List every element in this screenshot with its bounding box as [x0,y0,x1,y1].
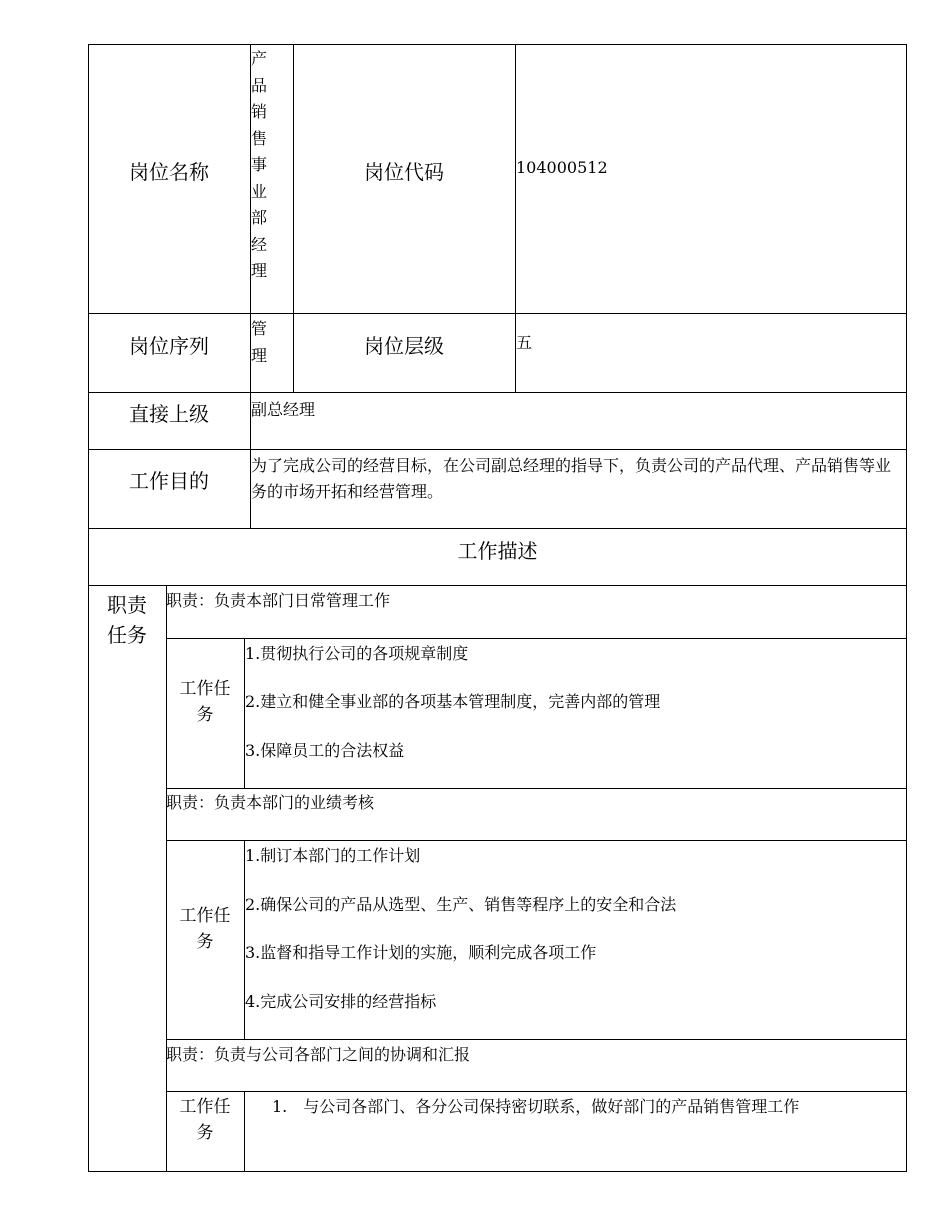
duty-title: 职责：负责与公司各部门之间的协调和汇报 [166,1045,471,1064]
task-label-line: 工作任 [179,679,231,699]
post-series-value: 管理 [251,319,268,365]
superior-value: 副总经理 [251,400,316,419]
task-item: 2.确保公司的产品从选型、生产、销售等程序上的安全和合法 [245,895,677,914]
row-divider [88,449,907,450]
post-level-label: 岗位层级 [364,334,444,358]
task-label [166,676,244,728]
row-divider [166,638,907,639]
superior-label: 直接上级 [129,402,209,426]
duty-title: 职责：负责本部门日常管理工作 [166,591,391,610]
purpose-label: 工作目的 [129,469,209,493]
task-label-line: 工作任 [179,906,231,926]
row-divider [166,1039,907,1040]
duty-title: 职责：负责本部门的业绩考核 [166,793,375,812]
task-label-line: 务 [196,932,214,952]
task-label [166,1094,244,1146]
task-item: 4.完成公司安排的经营指标 [245,992,437,1011]
post-name-label: 岗位名称 [129,160,209,184]
task-item: 1.贯彻执行公司的各项规章制度 [245,644,469,663]
post-code-label: 岗位代码 [364,160,444,184]
row-divider [166,1091,907,1092]
row-divider [88,313,907,314]
task-label-line: 务 [196,705,214,725]
task-item: 3.监督和指导工作计划的实施，顺利完成各项工作 [245,943,597,962]
purpose-value: 为了完成公司的经营目标，在公司副总经理的指导下，负责公司的产品代理、产品销售等业务的市场开拓和经营管理。 [251,456,892,501]
task-label-line: 务 [196,1123,214,1143]
post-series-label: 岗位序列 [129,334,209,358]
row-divider [88,585,907,586]
duties-label-line: 任务 [107,623,147,647]
task-label [166,903,244,955]
task-item: 1.制订本部门的工作计划 [245,846,421,865]
task-label-line: 工作任 [179,1097,231,1117]
row-divider [166,840,907,841]
duties-label-line: 职责 [107,593,147,617]
task-item: 1. 与公司各部门、各分公司保持密切联系，做好部门的产品销售管理工作 [272,1097,800,1116]
task-item: 2.建立和健全事业部的各项基本管理制度，完善内部的管理 [245,692,661,711]
duties-label [88,590,166,650]
post-code-value: 104000512 [516,158,608,177]
row-divider [88,392,907,393]
task-item: 3.保障员工的合法权益 [245,741,405,760]
col-divider [244,1091,245,1172]
post-name-value: 产品销售事业部经理 [251,49,268,280]
row-divider [166,788,907,789]
section-title: 工作描述 [457,539,538,563]
col-divider [166,585,167,1172]
post-level-value: 五 [516,333,533,352]
row-divider [88,528,907,529]
